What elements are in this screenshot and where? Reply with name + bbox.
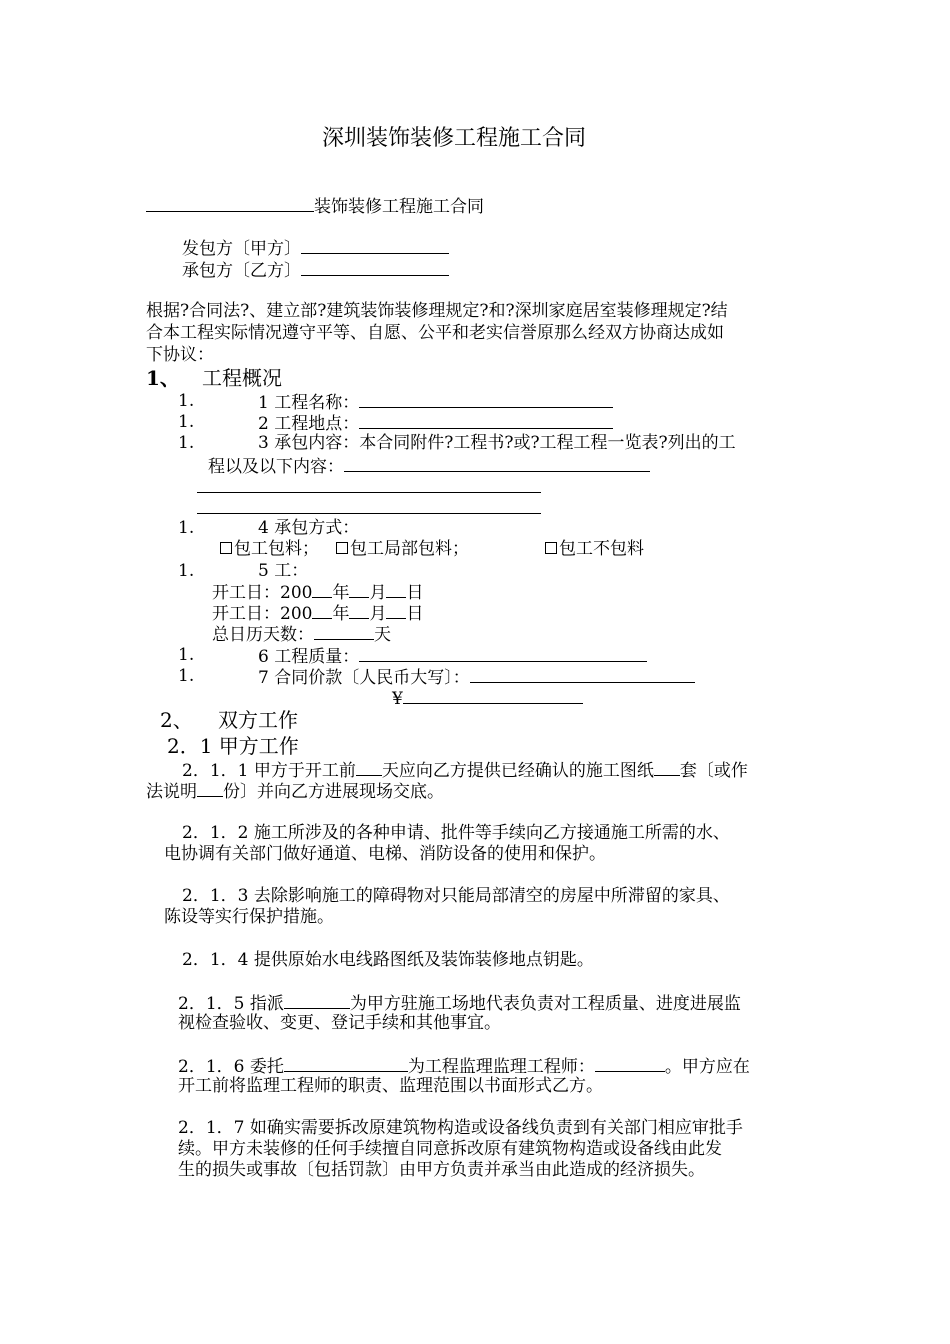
date-prefix: 开工日：200 [212,583,313,603]
blank-line [654,759,680,776]
item-contract-price [258,666,695,689]
month-label: 月 [369,583,387,603]
blank-line [314,623,374,640]
checkbox-icon[interactable] [545,542,557,554]
item-project-name [258,391,613,414]
option-label: 包工不包料 [559,539,644,559]
clause-2-1-3-cont: 陈设等实行保护措施。 [164,907,334,927]
clause-text: 套〔或作 [679,761,748,781]
item-label: 7 合同价款〔人民币大写〕： [258,668,470,688]
option-label: 包工局部包料； [350,539,469,559]
blank-line [197,780,223,797]
subtitle-text: 装饰装修工程施工合同 [314,197,484,217]
item-quality [258,645,647,668]
clause-text: 2．1．5 指派 [178,994,284,1014]
blank-line [284,1055,408,1072]
clause-2-1-7-cont-2: 生的损失或事故〔包括罚款〕由甲方负责并承当由此造成的经济损失。 [178,1160,705,1180]
mode-option-1[interactable] [220,539,319,560]
party-a-label: 发包方〔甲方〕 [182,239,301,259]
clause-2-1-5-cont: 视检查验收、变更、登记手续和其他事宜。 [178,1013,501,1033]
item-label: 6 工程质量： [258,647,360,667]
clause-text: 。甲方应在 [664,1057,750,1077]
section-2-number: 2、 [160,708,193,732]
section-2-1-heading: 2．1 甲方工作 [167,734,299,758]
item-label: 2 工程地点： [258,414,360,434]
party-b-line [182,259,449,282]
list-marker: 1. [178,645,195,665]
blank-line [312,581,332,598]
blank-line [301,237,449,254]
blank-line [359,412,613,429]
clause-2-1-1-cont [146,780,444,803]
item-label: 程以及以下内容： [208,457,344,477]
list-marker: 1. [178,433,195,453]
mode-option-3[interactable] [545,539,644,560]
day-label: 日 [406,604,424,624]
blank-line [470,666,695,683]
preamble-line-1: 根据?合同法?、建立部?建筑装饰装修理规定?和?深圳家庭居室装修理规定?结 [146,301,728,321]
blank-line [403,687,583,704]
yen-line [392,687,583,710]
item-project-location [258,412,613,435]
clause-2-1-7-cont-1: 续。甲方未装修的任何手续擅自同意拆改原有建筑物构造或设备线由此发 [178,1139,722,1159]
blank-line [359,645,647,662]
item-contract-mode: 4 承包方式： [258,518,360,538]
clause-2-1-5 [178,992,741,1015]
clause-text: 2．1．6 委托 [178,1057,284,1077]
clause-text: 为甲方驻施工场地代表负责对工程质量、进度进展监 [349,994,741,1014]
list-marker: 1. [178,412,195,432]
item-schedule: 5 工： [258,561,309,581]
blank-line [359,391,613,408]
contract-subtitle [146,195,484,218]
clause-text: 2．1．1 甲方于开工前 [182,761,356,781]
date-prefix: 开工日：200 [212,604,313,624]
section-1-heading: 工程概况 [202,366,282,390]
section-1-number: 1、 [146,366,180,390]
clause-2-1-4: 2．1．4 提供原始水电线路图纸及装饰装修地点钥匙。 [182,950,594,970]
clause-2-1-6 [178,1055,750,1078]
clause-2-1-2: 2．1．2 施工所涉及的各种申请、批件等手续向乙方接通施工所需的水、 [182,823,730,843]
clause-2-1-7: 2．1．7 如确实需要拆改原建筑物构造或设备线负责到有关部门相应审批手 [178,1118,743,1138]
party-a-line [182,237,449,260]
document-title: 深圳装饰装修工程施工合同 [322,126,587,151]
list-marker: 1. [178,666,195,686]
mode-option-2[interactable] [336,539,469,560]
blank-line [146,195,314,212]
day-label: 日 [406,583,424,603]
clause-text: 为工程监理监理工程师： [407,1057,595,1077]
yen-symbol: ¥ [392,689,403,709]
clause-text: 份〕并向乙方进展现场交底。 [223,782,444,802]
checkbox-icon[interactable] [220,542,232,554]
total-days-label: 总日历天数： [212,625,314,645]
blank-line [312,602,332,619]
year-label: 年 [332,583,350,603]
blank-line [197,492,541,493]
blank-line [349,602,369,619]
party-b-label: 承包方〔乙方〕 [182,261,301,281]
list-marker: 1. [178,518,195,538]
blank-line [197,513,541,514]
year-label: 年 [332,604,350,624]
item-contract-content-cont [208,455,650,478]
end-date-line [212,602,423,625]
days-unit: 天 [374,625,391,645]
blank-line [301,259,449,276]
month-label: 月 [369,604,387,624]
clause-text: 法说明 [146,782,197,802]
item-label: 1 工程名称： [258,393,360,413]
blank-line [356,759,382,776]
blank-line [349,581,369,598]
clause-2-1-1 [182,759,748,782]
clause-text: 天应向乙方提供已经确认的施工图纸 [381,761,654,781]
blank-line [386,602,406,619]
preamble-line-2: 合本工程实际情况遵守平等、自愿、公平和老实信誉原那么经双方协商达成如 [146,323,724,343]
section-2-heading: 双方工作 [218,708,298,732]
checkbox-icon[interactable] [336,542,348,554]
blank-line [284,992,350,1009]
clause-2-1-6-cont: 开工前将监理工程师的职责、监理范围以书面形式乙方。 [178,1076,603,1096]
start-date-line [212,581,423,604]
clause-2-1-3: 2．1．3 去除影响施工的障碍物对只能局部清空的房屋中所滞留的家具、 [182,886,730,906]
item-contract-content: 3 承包内容：本合同附件?工程书?或?工程工程一览表?列出的工 [258,433,736,453]
preamble-line-3: 下协议： [146,345,214,365]
list-marker: 1. [178,561,195,581]
total-days-line [212,623,391,646]
option-label: 包工包料； [234,539,319,559]
blank-line [386,581,406,598]
blank-line [344,455,650,472]
blank-line [595,1055,665,1072]
clause-2-1-2-cont: 电协调有关部门做好通道、电梯、消防设备的使用和保护。 [164,844,606,864]
list-marker: 1. [178,391,195,411]
